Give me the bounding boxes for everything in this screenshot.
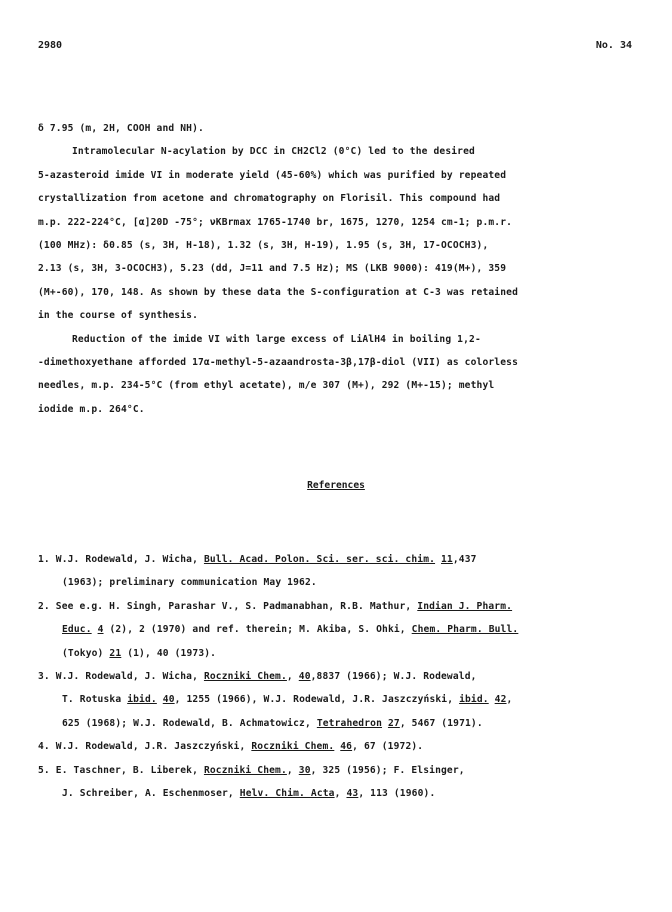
body-line: crystallization from acetone and chromatography on Florisil. This compound had (38, 193, 501, 205)
body-line: 2.13 (s, 3H, 3-OCOCH3), 5.23 (dd, J=11 and 7.5 Hz); MS (LKB 9000): 419(M+), 359 (38, 263, 507, 275)
body-line: δ 7.95 (m, 2H, COOH and NH). (38, 123, 204, 134)
reference-item: 4. W.J. Rodewald, J.R. Jaszczyński, Roczniki Chem. 46, 67 (1972). (38, 741, 424, 753)
reference-item-cont: (1963); preliminary communication May 1962. (62, 577, 317, 589)
reference-item: 3. W.J. Rodewald, J. Wicha, Roczniki Chem., 40,8837 (1966); W.J. Rodewald, (38, 671, 477, 683)
reference-item: 5. E. Taschner, B. Liberek, Roczniki Chem., 30, 325 (1956); F. Elsinger, (38, 764, 465, 776)
issue-number: No. 34 (595, 40, 632, 51)
reference-item-cont: T. Rotuska ibid. 40, 1255 (1966), W.J. Rodewald, J.R. Jaszczyński, ibid. 42, (62, 694, 513, 706)
body-line: (M+-60), 170, 148. As shown by these data the S-configuration at C-3 was retained (38, 286, 518, 298)
body-line: in the course of synthesis. (38, 310, 198, 322)
references-heading: References (307, 480, 365, 491)
body-line: Reduction of the imide VI with large excess of LiAlH4 in boiling 1,2- (72, 333, 481, 345)
reference-item-cont: (Tokyo) 21 (1), 40 (1973). (62, 647, 217, 659)
reference-item-cont: J. Schreiber, A. Eschenmoser, Helv. Chim. Acta, 43, 113 (1960). (62, 788, 436, 800)
reference-item-cont: Educ. 4 (2), 2 (1970) and ref. therein; M. Akiba, S. Ohki, Chem. Pharm. Bull. (62, 624, 519, 636)
body-line: (100 MHz): δ0.85 (s, 3H, H-18), 1.32 (s, 3H, H-19), 1.95 (s, 3H, 17-OCOCH3), (38, 240, 489, 252)
body-text (38, 117, 642, 421)
page-number: 2980 (38, 40, 63, 51)
reference-item: 2. See e.g. H. Singh, Parashar V., S. Padmanabhan, R.B. Mathur, Indian J. Pharm. (38, 600, 513, 612)
reference-item-cont: 625 (1968); W.J. Rodewald, B. Achmatowicz, Tetrahedron 27, 5467 (1971). (62, 717, 483, 729)
references-list (38, 548, 648, 805)
body-line: 5-azasteroid imide VI in moderate yield (45-60%) which was purified by repeated (38, 169, 507, 181)
body-line: -dimethoxyethane afforded 17α-methyl-5-azaandrosta-3β,17β-diol (VII) as colorless (38, 357, 518, 369)
body-line: needles, m.p. 234-5°C (from ethyl acetate), m/e 307 (M+), 292 (M+-15); methyl (38, 380, 495, 392)
reference-item: 1. W.J. Rodewald, J. Wicha, Bull. Acad. Polon. Sci. ser. sci. chim. 11,437 (38, 554, 477, 565)
body-line: iodide m.p. 264°C. (38, 403, 145, 415)
body-line: m.p. 222-224°C, [α]20D -75°; νKBrmax 1765-1740 br, 1675, 1270, 1254 cm-1; p.m.r. (38, 216, 513, 228)
body-line: Intramolecular N-acylation by DCC in CH2Cl2 (0°C) led to the desired (72, 146, 475, 158)
